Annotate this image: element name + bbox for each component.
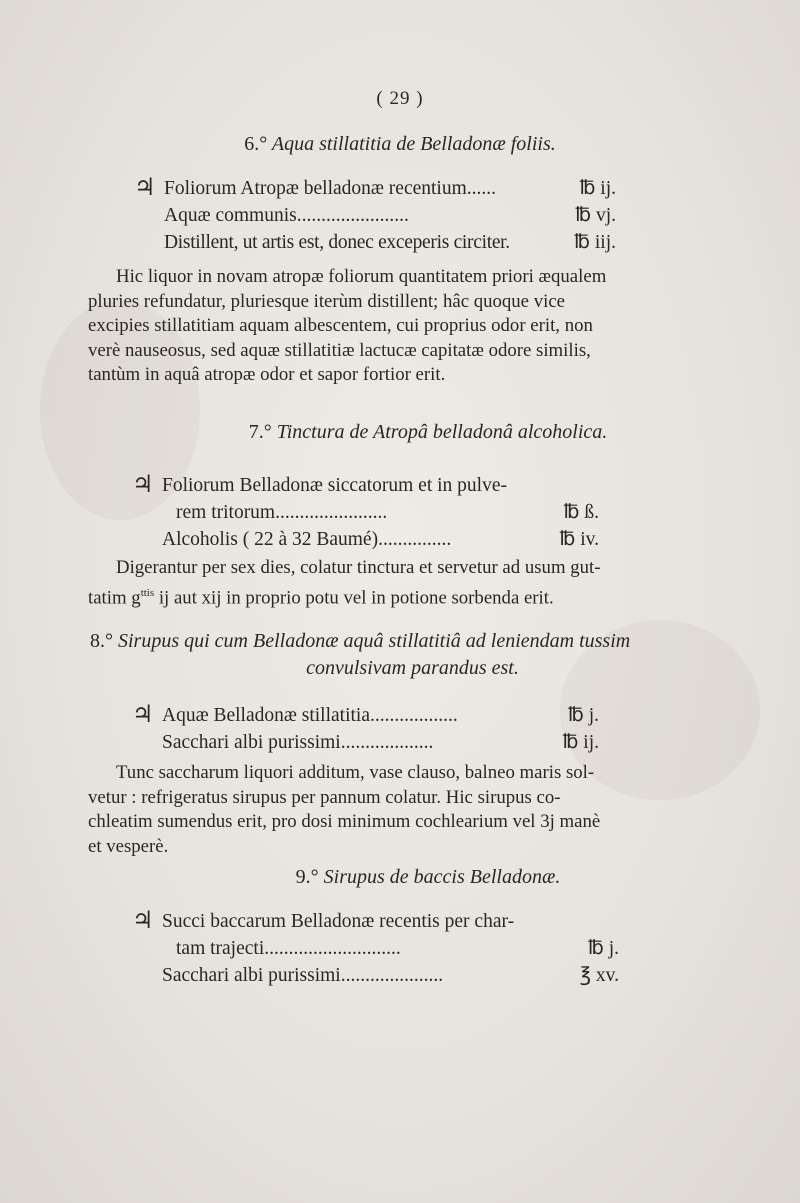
recipe-9	[132, 908, 619, 989]
text-line: chleatim sumendus erit, pro dosi minimum cochlearium vel 3j manè	[88, 811, 601, 833]
amount: ℔ ß.	[563, 502, 599, 523]
ingredient: Aquæ communis.......................	[164, 205, 409, 226]
recipe-8	[132, 702, 599, 756]
recipe-row	[132, 729, 599, 756]
amount: ℔ j.	[587, 938, 619, 959]
recipe-row	[134, 229, 616, 256]
section-title: Aqua stillatitia de Belladonæ foliis.	[271, 133, 556, 155]
section-6-heading	[0, 133, 800, 156]
recipe-symbol: ♃	[134, 175, 156, 201]
section-number: 7.°	[248, 421, 272, 443]
recipe-symbol: ♃	[132, 908, 154, 934]
section-number: 6.°	[244, 133, 268, 155]
section-title: Tinctura de Atropâ belladonâ alcoholica.	[276, 421, 608, 443]
amount: ℔ ij.	[562, 732, 599, 753]
amount: ℔ j.	[567, 705, 599, 726]
text-line: et vesperè.	[88, 835, 169, 857]
text-line: tantùm in aquâ atropæ odor et sapor fortior erit.	[88, 364, 446, 386]
text-line: verè nauseosus, sed aquæ stillatitiæ lactucæ capitatæ odore similis,	[88, 339, 591, 361]
section-title: Sirupus qui cum Belladonæ aquâ stillatitiâ ad leniendam tussim	[118, 630, 631, 652]
amount: ℔ iij.	[574, 232, 616, 253]
section-6-paragraph	[88, 265, 722, 388]
ingredient: Distillent, ut artis est, donec exceperis circiter.	[164, 232, 510, 253]
text-line: Tunc saccharum liquori additum, vase clauso, balneo maris sol-	[116, 762, 595, 783]
section-9-heading	[28, 866, 800, 889]
text-line: vetur : refrigeratus sirupus per pannum colatur. Hic sirupus co-	[88, 786, 561, 808]
ingredient: tam trajecti............................	[176, 938, 401, 959]
text-line: Hic liquor in novam atropæ foliorum quantitatem priori æqualem	[116, 266, 607, 287]
ingredient: rem tritorum.......................	[176, 502, 388, 523]
text-line: excipies stillatitiam aquam albescentem, cui proprius odor erit, non	[88, 315, 593, 337]
ingredient: Foliorum Atropæ belladonæ recentium......	[164, 178, 497, 199]
text-fragment: tatim g	[88, 586, 141, 608]
recipe-row	[132, 702, 599, 729]
text-line	[88, 581, 722, 611]
section-8-paragraph	[88, 761, 722, 859]
recipe-row	[132, 962, 619, 989]
recipe-6	[134, 175, 616, 256]
recipe-row	[132, 499, 599, 526]
recipe-row	[132, 908, 619, 935]
ingredient: Alcoholis ( 22 à 32 Baumé)...............	[162, 529, 452, 550]
recipe-symbol: ♃	[132, 702, 154, 728]
text-fragment: ij aut xij in proprio potu vel in potione sorbenda erit.	[154, 586, 554, 608]
amount: ℔ iv.	[559, 529, 599, 550]
ingredient: Foliorum Belladonæ siccatorum et in pulve-	[162, 475, 507, 496]
amount: ℔ vj.	[575, 205, 616, 226]
ingredient: Sacchari albi purissimi...................	[162, 732, 434, 753]
section-7-paragraph	[88, 556, 722, 610]
section-number: 8.°	[90, 630, 113, 652]
recipe-symbol: ♃	[132, 472, 154, 498]
amount: ℥ xv.	[579, 965, 619, 986]
section-title: Sirupus de baccis Belladonæ.	[323, 866, 561, 888]
amount: ℔ ij.	[579, 178, 616, 199]
page-number: ( 29 )	[376, 88, 424, 109]
recipe-7	[132, 472, 599, 553]
recipe-row	[132, 472, 599, 499]
ingredient: Succi baccarum Belladonæ recentis per char-	[162, 911, 515, 932]
ingredient: Sacchari albi purissimi.....................	[162, 965, 444, 986]
ingredient: Aquæ Belladonæ stillatitia..................	[162, 705, 458, 726]
text-line: pluries refundatur, pluriesque iterùm distillent; hâc quoque vice	[88, 290, 565, 312]
section-title-cont: convulsivam parandus est.	[306, 657, 519, 679]
section-8-heading	[90, 628, 715, 682]
recipe-row	[132, 935, 619, 962]
recipe-row	[134, 175, 616, 202]
recipe-row	[132, 526, 599, 553]
recipe-row	[134, 202, 616, 229]
section-number: 9.°	[295, 866, 319, 888]
text-line: Digerantur per sex dies, colatur tinctura et servetur ad usum gut-	[116, 557, 601, 578]
section-7-heading	[28, 421, 800, 444]
superscript: ttis	[140, 586, 155, 599]
